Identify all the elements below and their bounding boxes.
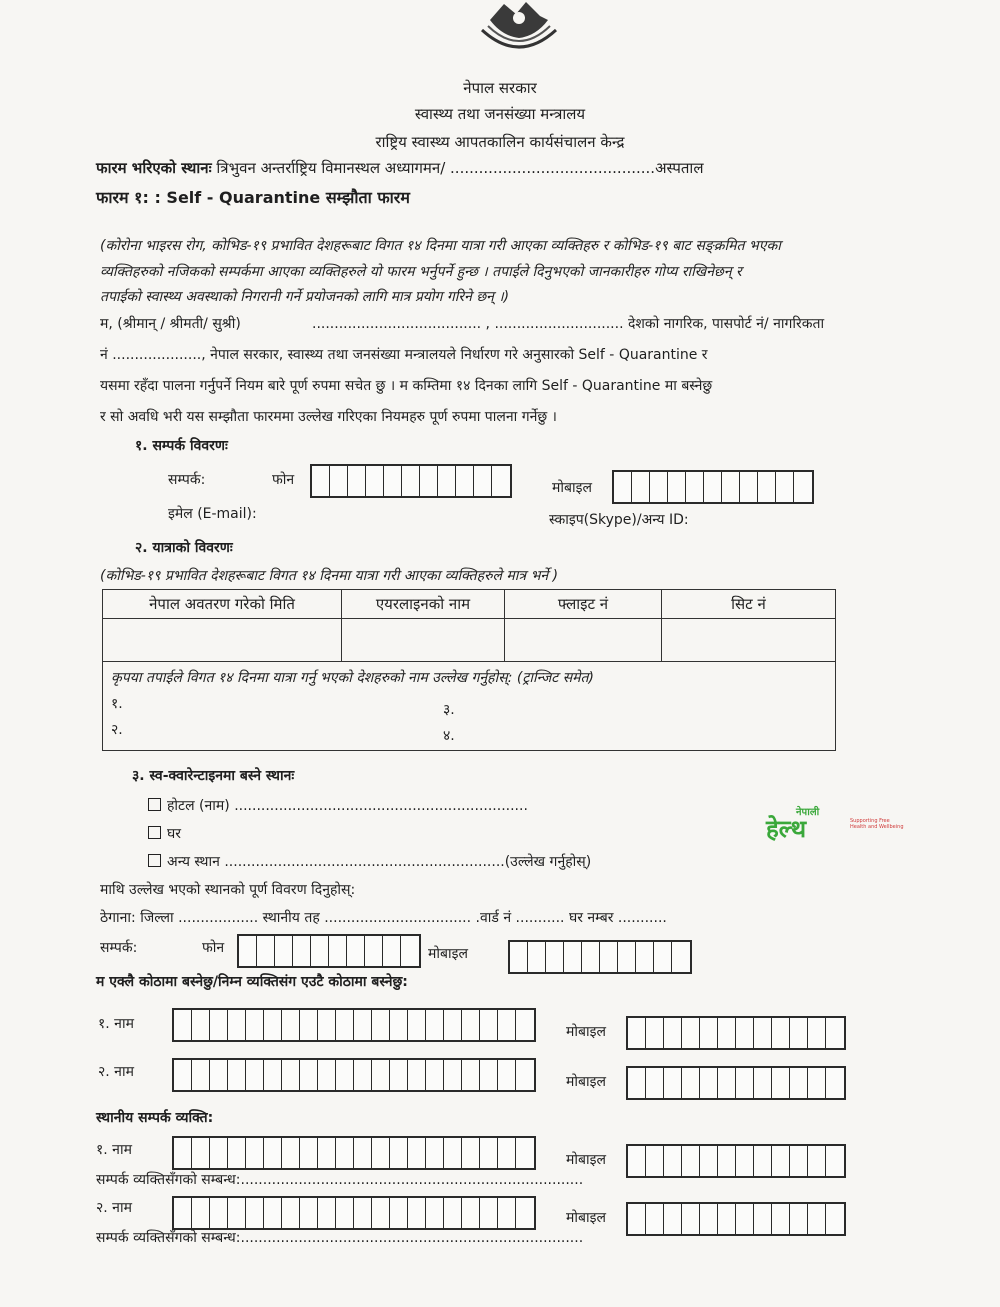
digit-cell[interactable] (704, 472, 722, 502)
digit-cell[interactable] (772, 1146, 790, 1176)
digit-cell[interactable] (754, 1146, 772, 1176)
contact-phone-label: फोन (272, 472, 295, 488)
digit-cell[interactable] (426, 1010, 444, 1040)
form-place-label: फारम भरिएको स्थानः (96, 159, 212, 177)
digit-cell[interactable] (336, 1198, 354, 1228)
form-place (96, 158, 704, 178)
intro-line-1: (कोरोना भाइरस रोग, कोभिड-१९ प्रभावित देशहरूबाट विगत १४ दिनमा यात्रा गरी आएका व्यक्तिहरु र कोभिड-१९ बाट सङ्क्रमित भएका (100, 238, 781, 254)
digit-cell[interactable] (646, 1018, 664, 1048)
place-details: माथि उल्लेख भएको स्थानको पूर्ण विवरण दिनुहोस्: (100, 882, 356, 898)
room-mobile-2-input[interactable] (626, 1066, 846, 1100)
digit-cell[interactable] (347, 936, 365, 966)
digit-cell[interactable] (628, 1018, 646, 1048)
digit-cell[interactable] (492, 466, 510, 496)
digit-cell[interactable] (808, 1204, 826, 1234)
digit-cell[interactable] (826, 1068, 844, 1098)
quarantine-phone-label: फोन (202, 940, 225, 956)
digit-cell[interactable] (516, 1010, 534, 1040)
quarantine-mobile-label: मोबाइल (428, 946, 468, 962)
digit-cell[interactable] (336, 1010, 354, 1040)
digit-cell[interactable] (372, 1198, 390, 1228)
col-seat: सिट नं (662, 590, 836, 619)
contact-phone-input[interactable] (310, 464, 512, 498)
country-1: १. (111, 696, 123, 712)
digit-cell[interactable] (564, 942, 582, 972)
digit-cell[interactable] (257, 936, 275, 966)
room-name-1-input[interactable] (172, 1008, 536, 1042)
header-center: राष्ट्रिय स्वास्थ्य आपतकालिन कार्यसंचालन केन्द्र (375, 133, 625, 151)
digit-cell[interactable] (246, 1138, 264, 1168)
digit-cell[interactable] (402, 466, 420, 496)
digit-cell[interactable] (372, 1138, 390, 1168)
digit-cell[interactable] (516, 1138, 534, 1168)
local-name-1-label: १. नाम (96, 1142, 132, 1158)
digit-cell[interactable] (808, 1146, 826, 1176)
declaration-line-3: यसमा रहँदा पालना गर्नुपर्ने नियम बारे पूर्ण रुपमा सचेत छु । म कम्तिमा १४ दिनका लागि Self - Quarantine मा बस्नेछु (100, 378, 713, 394)
intro-line-3: तपाईको स्वास्थ्य अवस्थाको निगरानी गर्ने प्रयोजनको लागि मात्र प्रयोग गरिने छन् ।) (100, 289, 510, 305)
header-government: नेपाल सरकार (463, 79, 537, 97)
option-home[interactable] (148, 824, 181, 843)
country-4: ४. (443, 728, 455, 744)
digit-cell[interactable] (264, 1010, 282, 1040)
digit-cell[interactable] (365, 936, 383, 966)
room-mobile-1-input[interactable] (626, 1016, 846, 1050)
digit-cell[interactable] (293, 936, 311, 966)
digit-cell[interactable] (228, 1010, 246, 1040)
digit-cell[interactable] (210, 1198, 228, 1228)
digit-cell[interactable] (664, 1146, 682, 1176)
room-heading: म एक्लै कोठामा बस्नेछु/निम्न व्यक्तिसंग एउटै कोठामा बस्नेछु: (96, 974, 408, 990)
digit-cell[interactable] (808, 1018, 826, 1048)
landing-date-cell[interactable] (103, 619, 342, 662)
digit-cell[interactable] (192, 1010, 210, 1040)
room-name-2-label: २. नाम (98, 1064, 134, 1080)
digit-cell[interactable] (600, 942, 618, 972)
digit-cell[interactable] (700, 1018, 718, 1048)
quarantine-contact-label: सम्पर्क: (100, 940, 138, 956)
digit-cell[interactable] (192, 1138, 210, 1168)
local-relation-2: सम्पर्क व्यक्तिसँगको सम्बन्ध:............................................................................. (96, 1230, 584, 1246)
digit-cell[interactable] (628, 1204, 646, 1234)
digit-cell[interactable] (383, 936, 401, 966)
digit-cell[interactable] (516, 1060, 534, 1090)
digit-cell[interactable] (192, 1198, 210, 1228)
digit-cell[interactable] (462, 1060, 480, 1090)
digit-cell[interactable] (718, 1204, 736, 1234)
digit-cell[interactable] (700, 1068, 718, 1098)
digit-cell[interactable] (498, 1198, 516, 1228)
declaration-line-4: र सो अवधि भरी यस सम्झौता फारममा उल्लेख गरिएका नियमहरु पूर्ण रुपमा पालना गर्नेछु । (100, 409, 557, 425)
digit-cell[interactable] (372, 1010, 390, 1040)
digit-cell[interactable] (808, 1068, 826, 1098)
digit-cell[interactable] (740, 472, 758, 502)
quarantine-heading: ३. स्व-क्वारेन्टाइनमा बस्ने स्थानः (132, 768, 295, 784)
digit-cell[interactable] (408, 1060, 426, 1090)
intro-line-2: व्यक्तिहरुको नजिकको सम्पर्कमा आएका व्यक्तिहरुले यो फारम भर्नुपर्ने हुन्छ । तपाईले दिनुभएको जानकारीहरु गोप्य राखिनेछन् र (100, 264, 742, 280)
digit-cell[interactable] (682, 1146, 700, 1176)
header-ministry: स्वास्थ्य तथा जनसंख्या मन्त्रालय (414, 105, 586, 123)
hotel-checkbox[interactable] (148, 798, 161, 811)
digit-cell[interactable] (516, 1198, 534, 1228)
room-name-2-input[interactable] (172, 1058, 536, 1092)
digit-cell[interactable] (300, 1138, 318, 1168)
digit-cell[interactable] (722, 472, 740, 502)
digit-cell[interactable] (426, 1060, 444, 1090)
digit-cell[interactable] (650, 472, 668, 502)
contact-mobile-label: मोबाइल (552, 480, 592, 496)
digit-cell[interactable] (318, 1198, 336, 1228)
digit-cell[interactable] (582, 942, 600, 972)
digit-cell[interactable] (790, 1204, 808, 1234)
local-mobile-1-label: मोबाइल (566, 1152, 606, 1168)
digit-cell[interactable] (528, 942, 546, 972)
local-mobile-2-label: मोबाइल (566, 1210, 606, 1226)
digit-cell[interactable] (264, 1138, 282, 1168)
digit-cell[interactable] (754, 1018, 772, 1048)
digit-cell[interactable] (772, 1018, 790, 1048)
digit-cell[interactable] (510, 942, 528, 972)
digit-cell[interactable] (462, 1198, 480, 1228)
form-title: फारम १: : Self - Quarantine सम्झौता फारम (96, 188, 410, 207)
digit-cell[interactable] (426, 1198, 444, 1228)
digit-cell[interactable] (408, 1010, 426, 1040)
watermark-big-text: हेल्थ (766, 815, 807, 843)
digit-cell[interactable] (336, 1138, 354, 1168)
digit-cell[interactable] (546, 942, 564, 972)
option-hotel[interactable] (148, 796, 528, 815)
declaration-line-1a: म, (श्रीमान् / श्रीमती/ सुश्री) (100, 316, 241, 332)
digit-cell[interactable] (300, 1060, 318, 1090)
digit-cell[interactable] (736, 1146, 754, 1176)
digit-cell[interactable] (372, 1060, 390, 1090)
digit-cell[interactable] (474, 466, 492, 496)
digit-cell[interactable] (664, 1018, 682, 1048)
digit-cell[interactable] (826, 1204, 844, 1234)
digit-cell[interactable] (426, 1138, 444, 1168)
digit-cell[interactable] (390, 1010, 408, 1040)
home-label: घर (167, 826, 181, 842)
local-relation-1: सम्पर्क व्यक्तिसँगको सम्बन्ध:............................................................................. (96, 1172, 584, 1188)
form-place-value: त्रिभुवन अन्तर्राष्ट्रिय विमानस्थल अध्यागमन/ ...........................................अस्पताल (216, 159, 704, 177)
digit-cell[interactable] (456, 466, 474, 496)
digit-cell[interactable] (330, 466, 348, 496)
local-name-2-label: २. नाम (96, 1200, 132, 1216)
digit-cell[interactable] (210, 1138, 228, 1168)
digit-cell[interactable] (329, 936, 347, 966)
travel-heading: २. यात्राको विवरणः (135, 540, 233, 556)
room-mobile-2-label: मोबाइल (566, 1074, 606, 1090)
watermark-logo (752, 806, 912, 846)
address-line: ठेगाना: जिल्ला .................. स्थानीय तह ................................. .वार्ड नं ........... घर नम्बर ........... (100, 910, 667, 926)
watermark-small-text: नेपाली (796, 807, 820, 818)
travel-table (102, 589, 836, 751)
digit-cell[interactable] (754, 1068, 772, 1098)
digit-cell[interactable] (632, 472, 650, 502)
countries-cell[interactable] (103, 662, 836, 751)
digit-cell[interactable] (300, 1198, 318, 1228)
digit-cell[interactable] (682, 1068, 700, 1098)
watermark-tagline: Supporting Free Health and Wellbeing (850, 818, 904, 830)
digit-cell[interactable] (618, 942, 636, 972)
digit-cell[interactable] (682, 1204, 700, 1234)
country-2: २. (111, 722, 123, 738)
digit-cell[interactable] (826, 1018, 844, 1048)
digit-cell[interactable] (192, 1060, 210, 1090)
digit-cell[interactable] (348, 466, 366, 496)
digit-cell[interactable] (700, 1146, 718, 1176)
local-mobile-2-input[interactable] (626, 1202, 846, 1236)
seat-cell[interactable] (662, 619, 836, 662)
digit-cell[interactable] (318, 1138, 336, 1168)
digit-cell[interactable] (736, 1204, 754, 1234)
digit-cell[interactable] (444, 1010, 462, 1040)
digit-cell[interactable] (354, 1060, 372, 1090)
digit-cell[interactable] (366, 466, 384, 496)
digit-cell[interactable] (282, 1138, 300, 1168)
hotel-label: होटल (नाम) .................................................................. (167, 798, 528, 814)
digit-cell[interactable] (312, 466, 330, 496)
declaration-line-2: नं ...................., नेपाल सरकार, स्वास्थ्य तथा जनसंख्या मन्त्रालयले निर्धारण गरे अनुसारको Self - Quarantine र (100, 347, 708, 363)
home-checkbox[interactable] (148, 826, 161, 839)
government-emblem (476, 0, 562, 54)
other-label: अन्य स्थान ...............................................................(उल्लेख गर्नुहोस्) (167, 854, 592, 870)
digit-cell[interactable] (390, 1198, 408, 1228)
digit-cell[interactable] (776, 472, 794, 502)
digit-cell[interactable] (654, 942, 672, 972)
digit-cell[interactable] (636, 942, 654, 972)
digit-cell[interactable] (664, 1068, 682, 1098)
travel-note: (कोभिड-१९ प्रभावित देशहरूबाट विगत १४ दिनमा यात्रा गरी आएका व्यक्तिहरुले मात्र भर्ने ) (100, 568, 559, 584)
digit-cell[interactable] (174, 1010, 192, 1040)
digit-cell[interactable] (228, 1198, 246, 1228)
digit-cell[interactable] (772, 1068, 790, 1098)
digit-cell[interactable] (420, 466, 438, 496)
country-3: ३. (443, 702, 455, 718)
digit-cell[interactable] (790, 1018, 808, 1048)
digit-cell[interactable] (480, 1010, 498, 1040)
declaration-line-1b: ...................................... , ............................. देशको नागरिक, पासपोर्ट नं/ नागरिकता (312, 316, 825, 332)
digit-cell[interactable] (718, 1146, 736, 1176)
local-name-2-input[interactable] (172, 1196, 536, 1230)
digit-cell[interactable] (311, 936, 329, 966)
digit-cell[interactable] (246, 1060, 264, 1090)
digit-cell[interactable] (390, 1138, 408, 1168)
digit-cell[interactable] (686, 472, 704, 502)
col-flight: फ्लाइट नं (505, 590, 662, 619)
quarantine-phone-input[interactable] (237, 934, 421, 968)
digit-cell[interactable] (444, 1138, 462, 1168)
digit-cell[interactable] (772, 1204, 790, 1234)
quarantine-mobile-input[interactable] (508, 940, 692, 974)
other-checkbox[interactable] (148, 854, 161, 867)
digit-cell[interactable] (282, 1060, 300, 1090)
local-mobile-1-input[interactable] (626, 1144, 846, 1178)
digit-cell[interactable] (318, 1060, 336, 1090)
digit-cell[interactable] (174, 1138, 192, 1168)
contact-mobile-input[interactable] (612, 470, 814, 504)
digit-cell[interactable] (628, 1146, 646, 1176)
digit-cell[interactable] (384, 466, 402, 496)
digit-cell[interactable] (282, 1198, 300, 1228)
digit-cell[interactable] (174, 1198, 192, 1228)
digit-cell[interactable] (246, 1010, 264, 1040)
contact-label: सम्पर्क: (168, 472, 206, 488)
room-mobile-1-label: मोबाइल (566, 1024, 606, 1040)
countries-prompt: कृपया तपाईले विगत १४ दिनमा यात्रा गर्नु भएको देशहरुको नाम उल्लेख गर्नुहोस्: (ट्रान्जिट समेत) (111, 670, 594, 686)
digit-cell[interactable] (246, 1198, 264, 1228)
skype-label: स्काइप(Skype)/अन्य ID: (549, 512, 689, 528)
digit-cell[interactable] (614, 472, 632, 502)
digit-cell[interactable] (354, 1198, 372, 1228)
digit-cell[interactable] (498, 1060, 516, 1090)
digit-cell[interactable] (646, 1068, 664, 1098)
digit-cell[interactable] (239, 936, 257, 966)
digit-cell[interactable] (462, 1010, 480, 1040)
digit-cell[interactable] (444, 1198, 462, 1228)
digit-cell[interactable] (444, 1060, 462, 1090)
digit-cell[interactable] (498, 1138, 516, 1168)
digit-cell[interactable] (646, 1146, 664, 1176)
contact-heading: १. सम्पर्क विवरणः (135, 438, 228, 454)
col-landing-date: नेपाल अवतरण गरेको मिति (103, 590, 342, 619)
digit-cell[interactable] (354, 1010, 372, 1040)
digit-cell[interactable] (718, 1018, 736, 1048)
digit-cell[interactable] (480, 1060, 498, 1090)
option-other[interactable] (148, 852, 591, 871)
digit-cell[interactable] (754, 1204, 772, 1234)
local-name-1-input[interactable] (172, 1136, 536, 1170)
digit-cell[interactable] (282, 1010, 300, 1040)
digit-cell[interactable] (438, 466, 456, 496)
email-label: इमेल (E-mail): (168, 506, 257, 522)
digit-cell[interactable] (401, 936, 419, 966)
digit-cell[interactable] (480, 1198, 498, 1228)
digit-cell[interactable] (498, 1010, 516, 1040)
digit-cell[interactable] (736, 1068, 754, 1098)
digit-cell[interactable] (408, 1198, 426, 1228)
digit-cell[interactable] (790, 1146, 808, 1176)
digit-cell[interactable] (718, 1068, 736, 1098)
room-name-1-label: १. नाम (98, 1016, 134, 1032)
digit-cell[interactable] (628, 1068, 646, 1098)
digit-cell[interactable] (228, 1138, 246, 1168)
col-airline: एयरलाइनको नाम (342, 590, 505, 619)
digit-cell[interactable] (672, 942, 690, 972)
digit-cell[interactable] (228, 1060, 246, 1090)
digit-cell[interactable] (664, 1204, 682, 1234)
digit-cell[interactable] (668, 472, 686, 502)
digit-cell[interactable] (700, 1204, 718, 1234)
digit-cell[interactable] (646, 1204, 664, 1234)
digit-cell[interactable] (736, 1018, 754, 1048)
digit-cell[interactable] (264, 1060, 282, 1090)
digit-cell[interactable] (174, 1060, 192, 1090)
digit-cell[interactable] (480, 1138, 498, 1168)
digit-cell[interactable] (275, 936, 293, 966)
digit-cell[interactable] (264, 1198, 282, 1228)
digit-cell[interactable] (336, 1060, 354, 1090)
digit-cell[interactable] (790, 1068, 808, 1098)
flight-cell[interactable] (505, 619, 662, 662)
digit-cell[interactable] (390, 1060, 408, 1090)
digit-cell[interactable] (462, 1138, 480, 1168)
digit-cell[interactable] (210, 1060, 228, 1090)
digit-cell[interactable] (826, 1146, 844, 1176)
digit-cell[interactable] (210, 1010, 228, 1040)
digit-cell[interactable] (300, 1010, 318, 1040)
airline-cell[interactable] (342, 619, 505, 662)
digit-cell[interactable] (408, 1138, 426, 1168)
digit-cell[interactable] (758, 472, 776, 502)
digit-cell[interactable] (318, 1010, 336, 1040)
digit-cell[interactable] (682, 1018, 700, 1048)
digit-cell[interactable] (354, 1138, 372, 1168)
local-heading: स्थानीय सम्पर्क व्यक्ति: (96, 1110, 214, 1126)
digit-cell[interactable] (794, 472, 812, 502)
